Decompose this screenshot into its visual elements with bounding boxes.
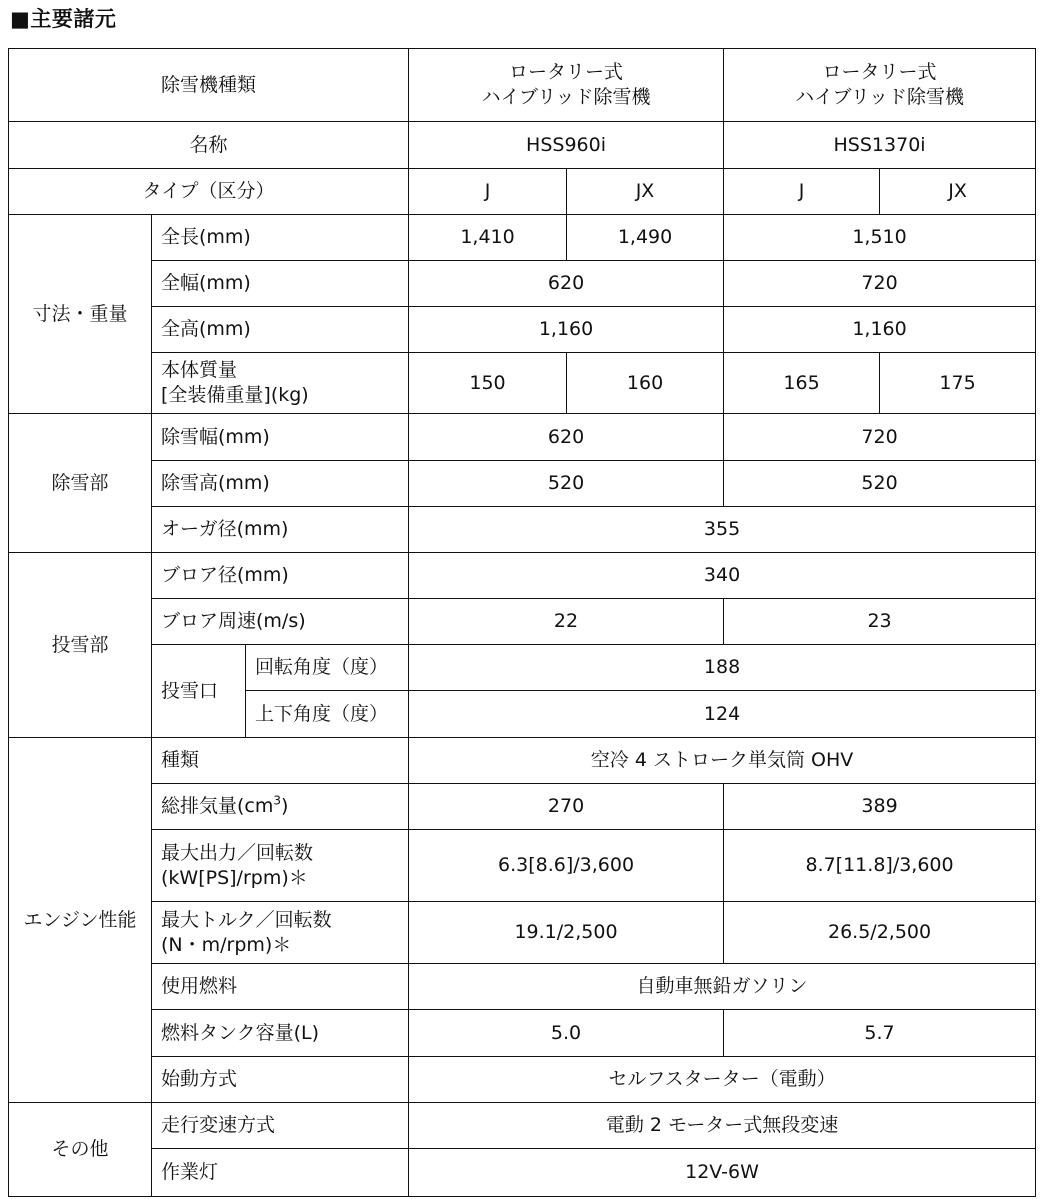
displacement-label: 総排気量(cm	[161, 795, 274, 818]
mass-label-line1: 本体質量	[161, 359, 238, 382]
max-torque-label-cell	[152, 902, 409, 964]
displacement-960: 270	[409, 784, 724, 830]
length-960-j: 1,410	[409, 215, 567, 261]
table-row	[9, 261, 1036, 307]
name-label: 名称	[9, 122, 409, 169]
table-row	[9, 1010, 1036, 1057]
variant-960-jx: JX	[567, 169, 724, 215]
snow-removal-group-label: 除雪部	[9, 414, 152, 553]
max-torque-960: 19.1/2,500	[409, 902, 724, 964]
table-row	[9, 414, 1036, 461]
mass-960-jx: 160	[567, 353, 724, 414]
max-torque-1370: 26.5/2,500	[724, 902, 1036, 964]
tank-1370: 5.7	[724, 1010, 1036, 1057]
mass-label-line2: [全装備重量](kg)	[161, 384, 309, 406]
mass-1370-j: 165	[724, 353, 880, 414]
table-row	[9, 461, 1036, 507]
displacement-label-cell	[152, 784, 409, 830]
max-torque-label-line1: 最大トルク／回転数	[161, 908, 332, 931]
height-960: 1,160	[409, 307, 724, 353]
table-row	[9, 169, 1036, 215]
drive-label: 走行変速方式	[152, 1103, 409, 1149]
blower-speed-960: 22	[409, 599, 724, 645]
removal-height-1370: 520	[724, 461, 1036, 507]
page-title: ■主要諸元	[10, 7, 117, 31]
variant-1370-jx: JX	[880, 169, 1036, 215]
table-row	[9, 964, 1036, 1010]
length-label: 全長(mm)	[152, 215, 409, 261]
table-row	[9, 599, 1036, 645]
type-label: 除雪機種類	[161, 73, 257, 96]
table-row	[9, 122, 1036, 169]
removal-width-960: 620	[409, 414, 724, 461]
table-row	[9, 507, 1036, 553]
engine-type-all: 空冷 4 ストローク単気筒 OHV	[409, 738, 1036, 784]
auger-label: オーガ径(mm)	[152, 507, 409, 553]
throwing-group-label: 投雪部	[9, 553, 152, 738]
model-hss960i: HSS960i	[409, 122, 724, 169]
tank-label: 燃料タンク容量(L)	[152, 1010, 409, 1057]
width-label: 全幅(mm)	[152, 261, 409, 307]
tank-960: 5.0	[409, 1010, 724, 1057]
table-row	[9, 902, 1036, 964]
type-value-line1: ロータリー式	[509, 61, 624, 84]
table-row	[9, 784, 1036, 830]
engine-type-label: 種類	[152, 738, 409, 784]
table-row	[9, 830, 1036, 902]
max-output-label-line2: (kW[PS]/rpm)＊	[161, 866, 308, 889]
removal-width-label: 除雪幅(mm)	[152, 414, 409, 461]
blower-speed-1370: 23	[724, 599, 1036, 645]
type-value-cell	[724, 49, 1036, 122]
table-row	[9, 307, 1036, 353]
model-hss1370i: HSS1370i	[724, 122, 1036, 169]
table-row	[9, 1149, 1036, 1197]
mass-label-cell	[152, 353, 409, 414]
table-row	[9, 738, 1036, 784]
spec-table	[8, 48, 1036, 1197]
height-1370: 1,160	[724, 307, 1036, 353]
other-group-label: その他	[9, 1103, 152, 1197]
rotation-label: 回転角度（度）	[246, 645, 409, 691]
updown-all: 124	[409, 691, 1036, 738]
max-output-label-cell	[152, 830, 409, 902]
fuel-label: 使用燃料	[152, 964, 409, 1010]
removal-height-960: 520	[409, 461, 724, 507]
max-torque-label-line2: (N・m/rpm)＊	[161, 933, 292, 956]
length-960-jx: 1,490	[567, 215, 724, 261]
type-label-cell	[9, 49, 409, 122]
width-1370: 720	[724, 261, 1036, 307]
mass-960-j: 150	[409, 353, 567, 414]
start-all: セルフスターター（電動）	[409, 1057, 1036, 1103]
table-row	[9, 353, 1036, 414]
table-row	[9, 645, 1036, 691]
displacement-label-close: )	[281, 795, 289, 818]
table-row	[9, 49, 1036, 122]
variant-label: タイプ（区分）	[9, 169, 409, 215]
updown-label: 上下角度（度）	[246, 691, 409, 738]
displacement-superscript: 3	[273, 793, 282, 808]
width-960: 620	[409, 261, 724, 307]
table-row	[9, 553, 1036, 599]
table-row	[9, 1057, 1036, 1103]
type-value-line1: ロータリー式	[822, 61, 937, 84]
auger-all: 355	[409, 507, 1036, 553]
table-row	[9, 1103, 1036, 1149]
variant-960-j: J	[409, 169, 567, 215]
displacement-1370: 389	[724, 784, 1036, 830]
max-output-960: 6.3[8.6]/3,600	[409, 830, 724, 902]
start-label: 始動方式	[152, 1057, 409, 1103]
max-output-1370: 8.7[11.8]/3,600	[724, 830, 1036, 902]
drive-all: 電動 2 モーター式無段変速	[409, 1103, 1036, 1149]
removal-width-1370: 720	[724, 414, 1036, 461]
removal-height-label: 除雪高(mm)	[152, 461, 409, 507]
max-output-label-line1: 最大出力／回転数	[161, 841, 314, 864]
type-value-cell	[409, 49, 724, 122]
blower-dia-label: ブロア径(mm)	[152, 553, 409, 599]
rotation-all: 188	[409, 645, 1036, 691]
blower-speed-label: ブロア周速(m/s)	[152, 599, 409, 645]
length-1370: 1,510	[724, 215, 1036, 261]
dimensions-group-label: 寸法・重量	[9, 215, 152, 414]
variant-1370-j: J	[724, 169, 880, 215]
blower-dia-all: 340	[409, 553, 1036, 599]
mass-1370-jx: 175	[880, 353, 1036, 414]
fuel-all: 自動車無鉛ガソリン	[409, 964, 1036, 1010]
table-row	[9, 215, 1036, 261]
light-label: 作業灯	[152, 1149, 409, 1197]
chute-label: 投雪口	[152, 645, 246, 738]
light-all: 12V-6W	[409, 1149, 1036, 1197]
height-label: 全高(mm)	[152, 307, 409, 353]
engine-group-label: エンジン性能	[9, 738, 152, 1103]
type-value-line2: ハイブリッド除雪機	[481, 86, 651, 108]
type-value-line2: ハイブリッド除雪機	[795, 86, 964, 108]
